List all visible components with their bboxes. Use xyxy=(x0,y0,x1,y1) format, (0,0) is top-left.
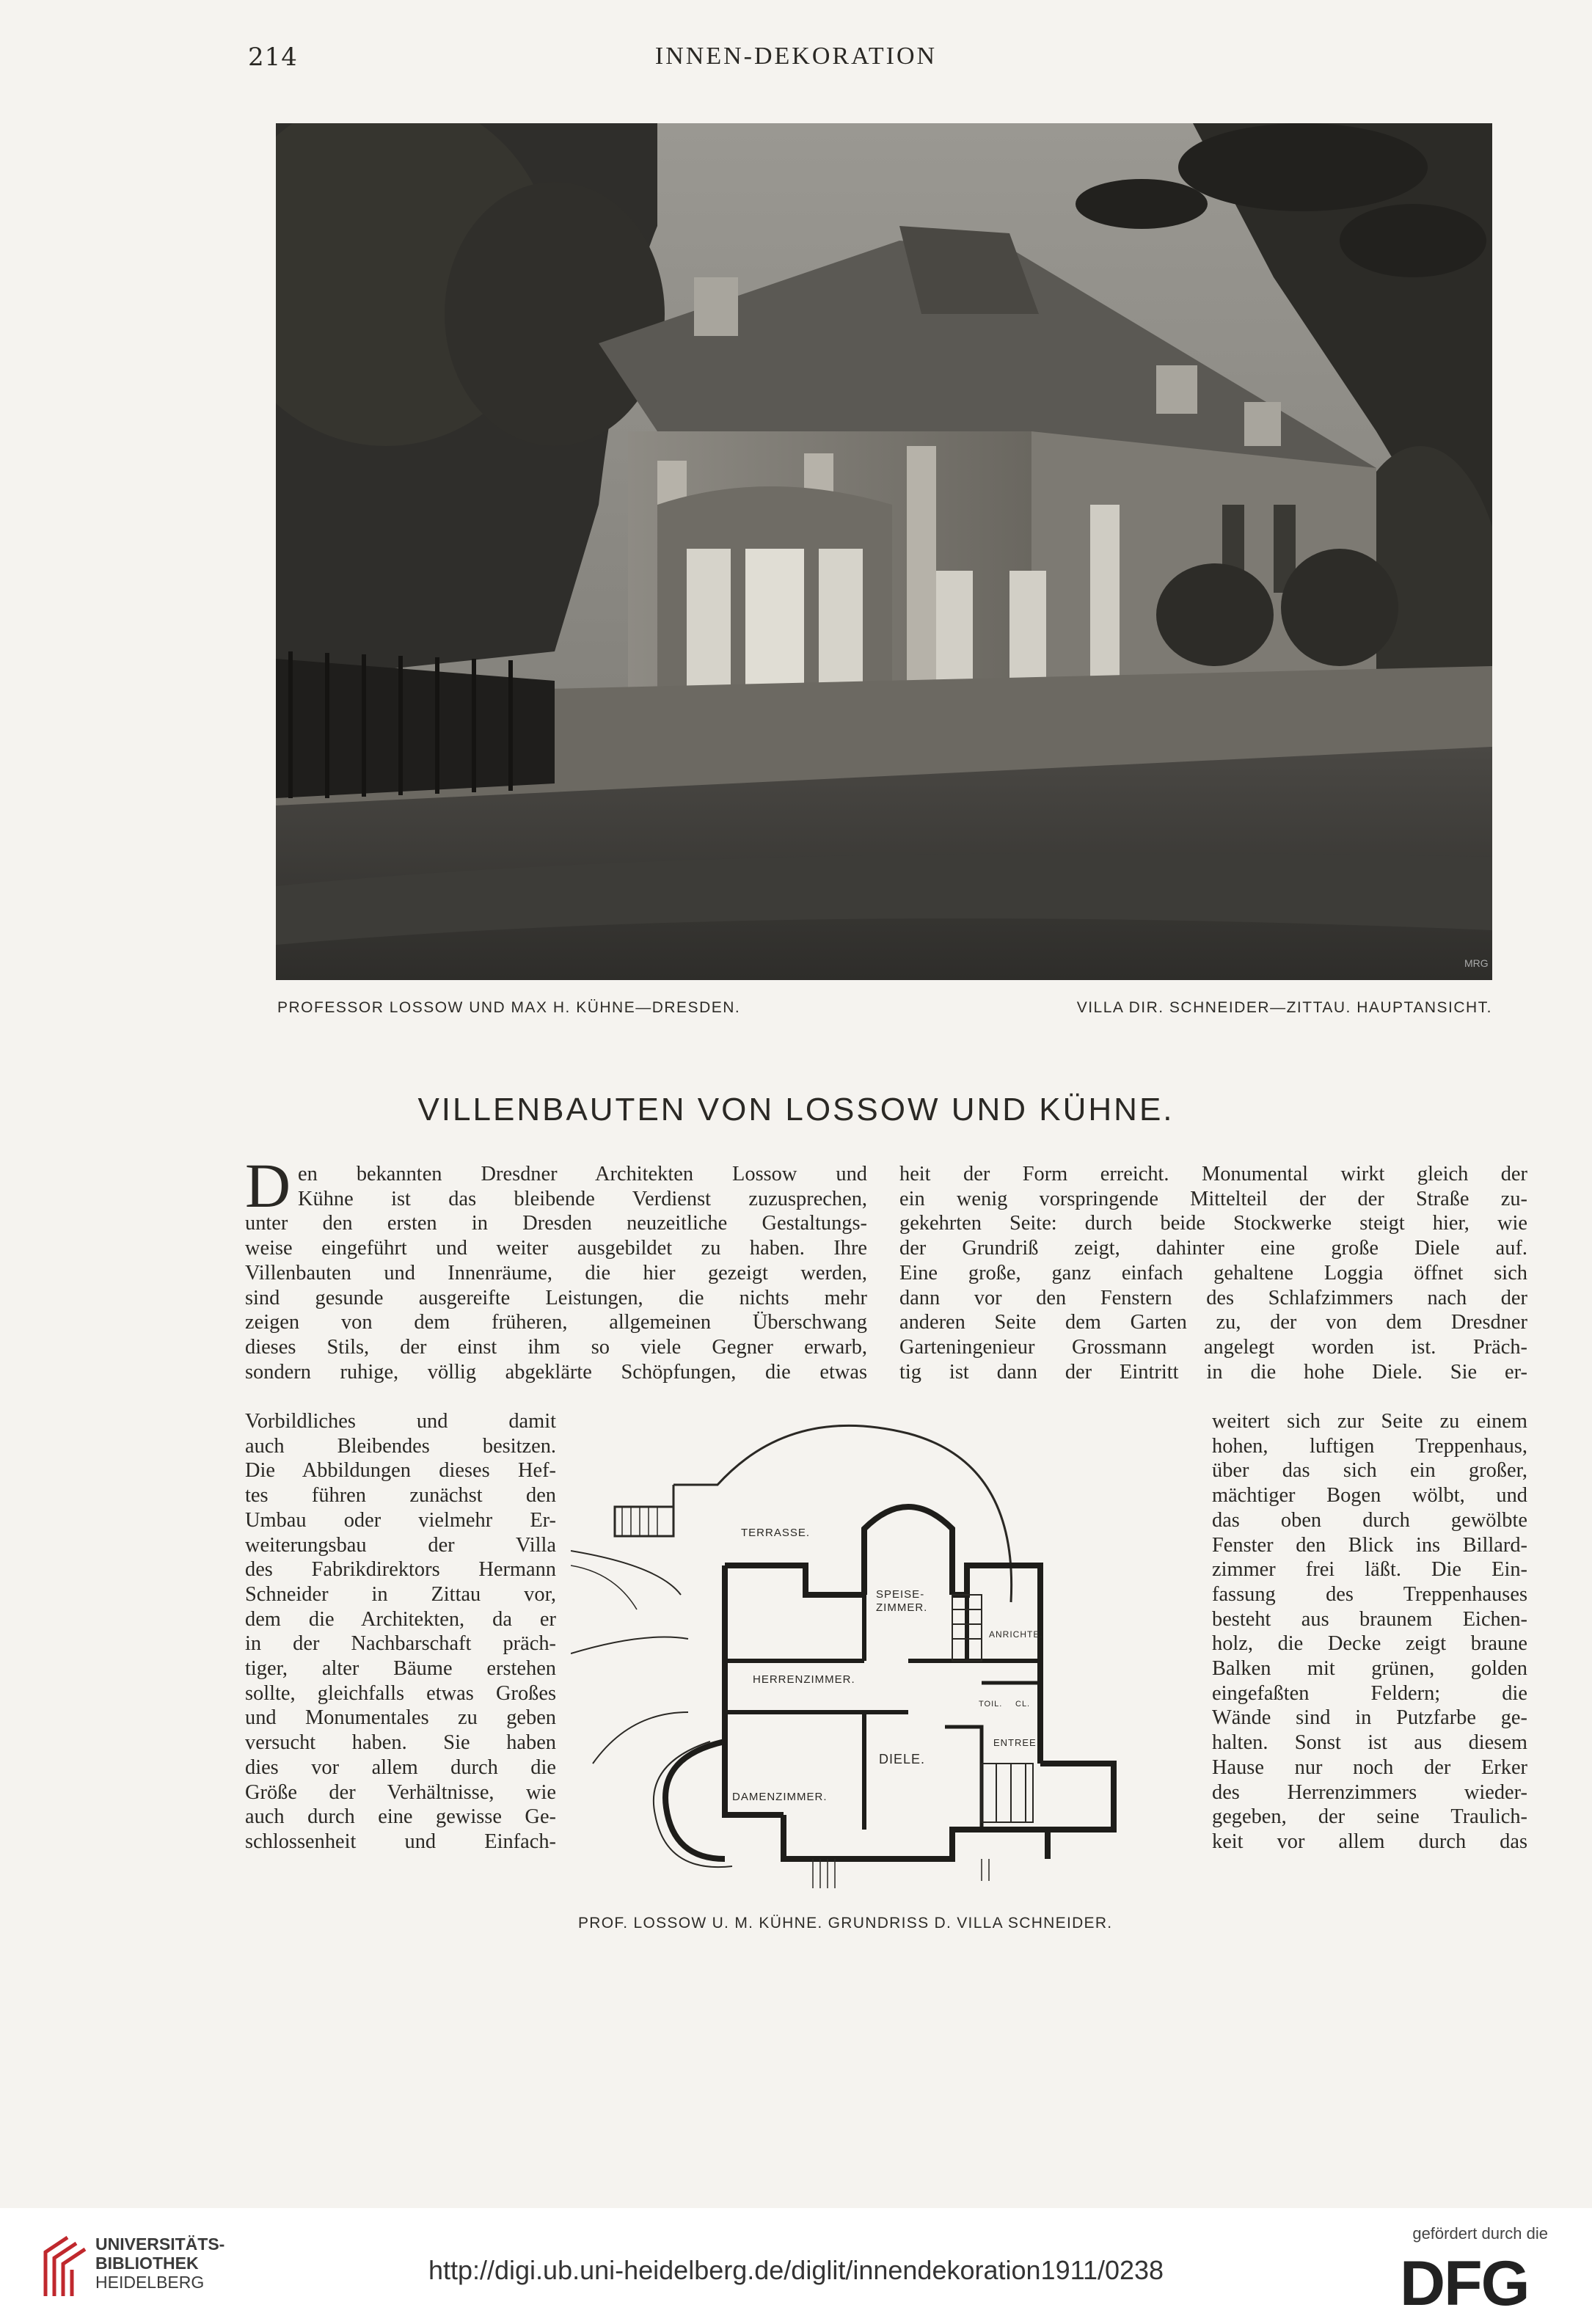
text-line: zeigen von dem früheren, allgemeinen Überschwang xyxy=(245,1311,867,1334)
text-line: der Grundriß zeigt, dahinter eine große Diele auf. xyxy=(899,1237,1527,1260)
text-line: dem die Architekten, da er xyxy=(245,1607,556,1631)
text-line: sollte, gleichfalls etwas Großes xyxy=(245,1681,556,1705)
text-line: auch durch eine gewisse Ge- xyxy=(245,1805,556,1829)
text-line: zimmer frei läßt. Die Ein- xyxy=(1212,1558,1527,1582)
plan-label-damenzimmer: DAMENZIMMER. xyxy=(732,1791,828,1803)
drop-cap: D xyxy=(245,1150,291,1221)
photo-caption-right: VILLA DIR. SCHNEIDER—ZITTAU. HAUPTANSICHT. xyxy=(1076,999,1492,1016)
floor-plan-caption: PROF. LOSSOW U. M. KÜHNE. GRUNDRISS D. VILLA SCHNEIDER. xyxy=(578,1915,1113,1932)
text-line: hohen, luftigen Treppenhaus, xyxy=(1212,1434,1527,1458)
plan-label-anrichte: ANRICHTE. xyxy=(989,1629,1043,1640)
page-number: 214 xyxy=(248,43,298,72)
photo-signature: MRG xyxy=(1464,957,1489,969)
text-line: Eine große, ganz einfach gehaltene Loggia öffnet sich xyxy=(899,1261,1527,1285)
text-line: Wände sind in Putzfarbe ge- xyxy=(1212,1706,1527,1730)
text-line: besteht aus braunem Eichen- xyxy=(1212,1607,1527,1631)
sponsor-text: gefördert durch die xyxy=(1412,2224,1548,2243)
text-line: das oben durch gewölbte xyxy=(1212,1508,1527,1532)
text-line: mächtiger Bogen wölbt, und xyxy=(1212,1484,1527,1508)
photo-caption-left: PROFESSOR LOSSOW UND MAX H. KÜHNE—DRESDEN. xyxy=(277,999,741,1016)
text-line: tig ist dann der Eintritt in die hohe Diele. Sie er- xyxy=(899,1360,1527,1384)
text-line: weitert sich zur Seite zu einem xyxy=(1212,1410,1527,1433)
text-line: Kühne ist das bleibende Verdienst zuzusprechen, xyxy=(298,1187,867,1210)
plan-label-terrasse: TERRASSE. xyxy=(741,1527,811,1539)
dfg-logo-text: DFG xyxy=(1400,2252,1529,2312)
dfg-logo-icon xyxy=(1400,2252,1551,2312)
text-line: auch Bleibendes besitzen. xyxy=(245,1434,556,1458)
text-line: dann vor den Fenstern des Schlafzimmers nach der xyxy=(899,1286,1527,1309)
text-line: keit vor allem durch das xyxy=(1212,1830,1527,1853)
text-line: gegeben, der seine Traulich- xyxy=(1212,1805,1527,1829)
text-line: fassung des Treppenhauses xyxy=(1212,1582,1527,1606)
plan-label-toil: TOIL. xyxy=(979,1700,1003,1709)
floor-plan xyxy=(571,1419,1194,1903)
text-line: weiterungsbau der Villa xyxy=(245,1533,556,1557)
text-line: eingefaßten Feldern; die xyxy=(1212,1681,1527,1705)
column-2-top xyxy=(899,1162,1527,1384)
plan-label-zimmer: ZIMMER. xyxy=(876,1601,928,1614)
text-line: unter den ersten in Dresden neuzeitliche Gestaltungs- xyxy=(245,1212,867,1235)
text-line: Vorbildliches und damit xyxy=(245,1410,556,1433)
text-line: Umbau oder vielmehr Er- xyxy=(245,1508,556,1532)
library-line-2: BIBLIOTHEK xyxy=(95,2254,199,2273)
text-line: dies vor allem durch die xyxy=(245,1755,556,1779)
running-head xyxy=(0,43,1592,79)
text-line: sondern ruhige, völlig abgeklärte Schöpfungen, die etwas xyxy=(245,1360,867,1384)
text-line: in der Nachbarschaft präch- xyxy=(245,1632,556,1656)
plan-label-herrenzimmer: HERRENZIMMER. xyxy=(753,1673,855,1686)
plan-label-speise: SPEISE- xyxy=(876,1588,925,1601)
running-title: INNEN-DEKORATION xyxy=(654,43,938,70)
text-line: Die Abbildungen dieses Hef- xyxy=(245,1459,556,1483)
text-line: Balken mit grünen, golden xyxy=(1212,1657,1527,1681)
text-line: heit der Form erreicht. Monumental wirkt gleich der xyxy=(899,1163,1527,1185)
column-2-narrow xyxy=(1212,1409,1527,1855)
text-line: halten. Sonst ist aus diesem xyxy=(1212,1731,1527,1755)
column-1-narrow xyxy=(245,1409,556,1855)
text-line: ein wenig vorspringende Mittelteil der der Straße zu- xyxy=(899,1187,1527,1210)
text-line: des Fabrikdirektors Hermann xyxy=(245,1558,556,1582)
text-line: tes führen zunächst den xyxy=(245,1484,556,1508)
text-line: über das sich ein großer, xyxy=(1212,1459,1527,1483)
text-line: versucht haben. Sie haben xyxy=(245,1731,556,1755)
plan-label-diele: DIELE. xyxy=(879,1752,926,1766)
text-line: des Herrenzimmers wieder- xyxy=(1212,1780,1527,1804)
text-line: Hause nur noch der Erker xyxy=(1212,1755,1527,1779)
text-line: gekehrten Seite: durch beide Stockwerke steigt hier, wie xyxy=(899,1212,1527,1235)
permalink-url[interactable]: http://digi.ub.uni-heidelberg.de/diglit/innendekoration1911/0238 xyxy=(428,2255,1164,2285)
text-line: Schneider in Zittau vor, xyxy=(245,1582,556,1606)
text-line: Größe der Verhältnisse, wie xyxy=(245,1780,556,1804)
text-line: Garteningenieur Grossmann angelegt worden ist. Präch- xyxy=(899,1335,1527,1359)
text-line: anderen Seite dem Garten zu, der von dem Dresdner xyxy=(899,1311,1527,1334)
plan-label-cl: CL. xyxy=(1015,1700,1031,1709)
article-headline: VILLENBAUTEN VON LOSSOW UND KÜHNE. xyxy=(417,1092,1175,1128)
text-line: en bekannten Dresdner Architekten Lossow und xyxy=(298,1163,867,1185)
library-line-1: UNIVERSITÄTS- xyxy=(95,2235,225,2254)
text-line: holz, die Decke zeigt braune xyxy=(1212,1632,1527,1656)
text-line: dieses Stils, der einst ihm so viele Gegner erwarb, xyxy=(245,1335,867,1359)
text-line: sind gesunde ausgereifte Leistungen, die nichts mehr xyxy=(245,1286,867,1309)
villa-photograph xyxy=(276,123,1492,980)
column-1-top xyxy=(245,1162,867,1384)
text-line: Villenbauten und Innenräume, die hier gezeigt werden, xyxy=(245,1261,867,1285)
digitization-footer xyxy=(0,2208,1592,2324)
text-line: schlossenheit und Einfach- xyxy=(245,1830,556,1853)
plan-label-entree: ENTREE. xyxy=(993,1737,1040,1748)
text-line: tiger, alter Bäume erstehen xyxy=(245,1657,556,1681)
text-line: und Monumentales zu geben xyxy=(245,1706,556,1730)
library-line-3: HEIDELBERG xyxy=(95,2273,205,2292)
text-line: weise eingeführt und weiter ausgebildet zu haben. Ihre xyxy=(245,1237,867,1260)
text-line: Fenster den Blick ins Billard- xyxy=(1212,1533,1527,1557)
